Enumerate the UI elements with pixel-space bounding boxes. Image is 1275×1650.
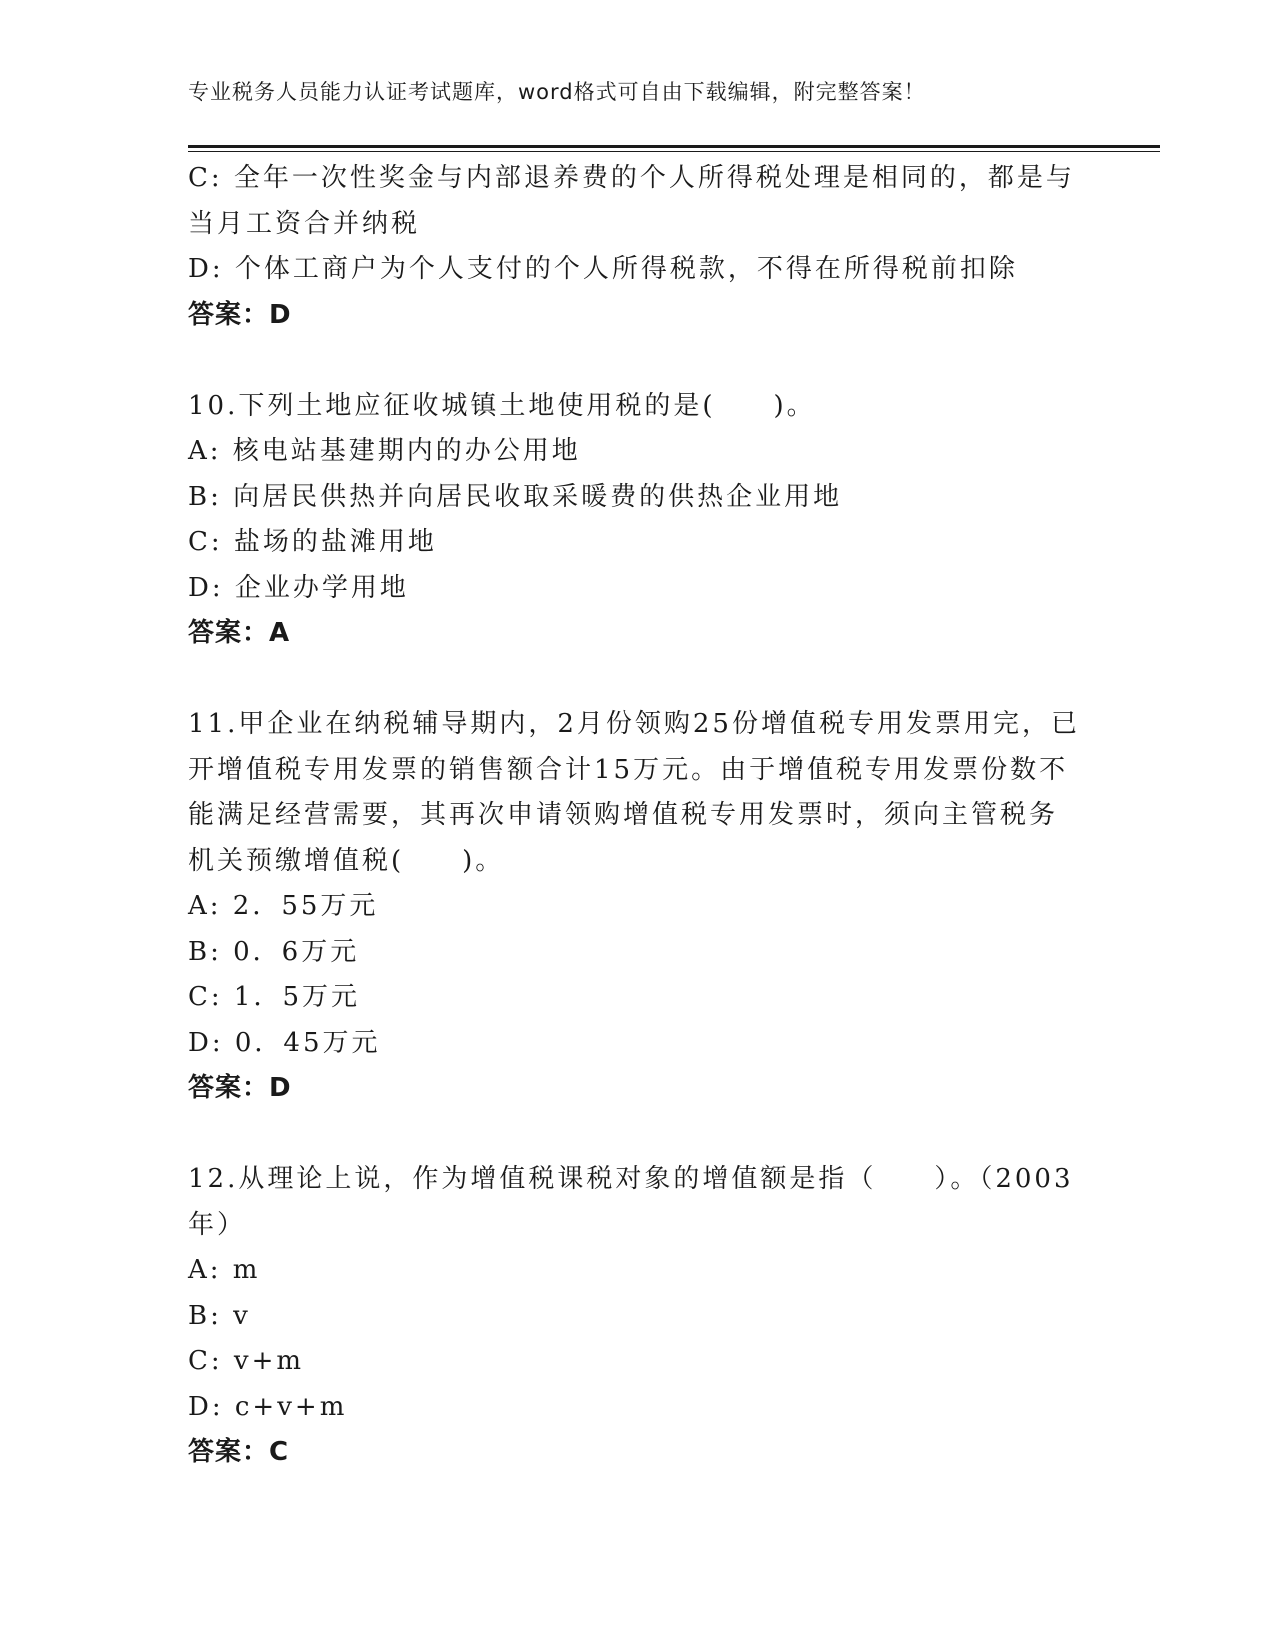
q9-option-d: D: 个体工商户为个人支付的个人所得税款，不得在所得税前扣除 bbox=[188, 254, 1018, 284]
question-12 bbox=[188, 1157, 1088, 1476]
header-divider-thick bbox=[188, 145, 1160, 148]
q11-stem-line2: 开增值税专用发票的销售额合计15万元。由于增值税专用发票份数不 bbox=[188, 754, 1069, 785]
q11-stem-line1: 11.甲企业在纳税辅导期内，2月份领购25份增值税专用发票用完，已 bbox=[188, 709, 1080, 739]
spacer bbox=[188, 338, 1088, 384]
q11-option-d: D: 0．45万元 bbox=[188, 1027, 381, 1058]
q10-option-c: C: 盐场的盐滩用地 bbox=[188, 527, 437, 557]
q12-answer: 答案：C bbox=[188, 1437, 290, 1467]
q11-answer: 答案：D bbox=[188, 1073, 292, 1103]
q11-stem-line4: 机关预缴增值税( )。 bbox=[188, 845, 505, 876]
q10-stem: 10.下列土地应征收城镇土地使用税的是( )。 bbox=[188, 390, 816, 421]
q12-option-c: C: v+m bbox=[188, 1346, 305, 1376]
q12-stem-line1: 12.从理论上说，作为增值税课税对象的增值额是指（ ）。（2003 bbox=[188, 1164, 1074, 1194]
spacer bbox=[188, 657, 1088, 703]
q12-stem-line2: 年） bbox=[188, 1209, 247, 1240]
q11-option-c: C: 1．5万元 bbox=[188, 982, 361, 1012]
q9-option-c-line2: 当月工资合并纳税 bbox=[188, 208, 421, 239]
q12-option-d: D: c+v+m bbox=[188, 1391, 348, 1422]
q10-answer: 答案：A bbox=[188, 618, 291, 648]
q10-option-d: D: 企业办学用地 bbox=[188, 572, 409, 603]
question-10 bbox=[188, 384, 1088, 657]
q11-option-a: A: 2．55万元 bbox=[188, 891, 379, 921]
spacer bbox=[188, 1112, 1088, 1158]
q12-option-b: B: v bbox=[188, 1300, 251, 1331]
q9-answer: 答案：D bbox=[188, 299, 292, 330]
q11-stem-line3: 能满足经营需要，其再次申请领购增值税专用发票时，须向主管税务 bbox=[188, 800, 1059, 830]
q12-option-a: A: m bbox=[188, 1255, 261, 1285]
question-9 bbox=[188, 156, 1088, 338]
q10-option-a: A: 核电站基建期内的办公用地 bbox=[188, 436, 581, 466]
q9-option-c-line1: C: 全年一次性奖金与内部退养费的个人所得税处理是相同的，都是与 bbox=[188, 163, 1075, 193]
header-divider-thin bbox=[188, 151, 1160, 152]
question-11 bbox=[188, 702, 1088, 1112]
document-body bbox=[188, 156, 1088, 1476]
q10-option-b: B: 向居民供热并向居民收取采暖费的供热企业用地 bbox=[188, 481, 843, 512]
q11-option-b: B: 0．6万元 bbox=[188, 936, 360, 967]
page-header: 专业税务人员能力认证考试题库，word格式可自由下载编辑，附完整答案！ bbox=[188, 80, 926, 104]
